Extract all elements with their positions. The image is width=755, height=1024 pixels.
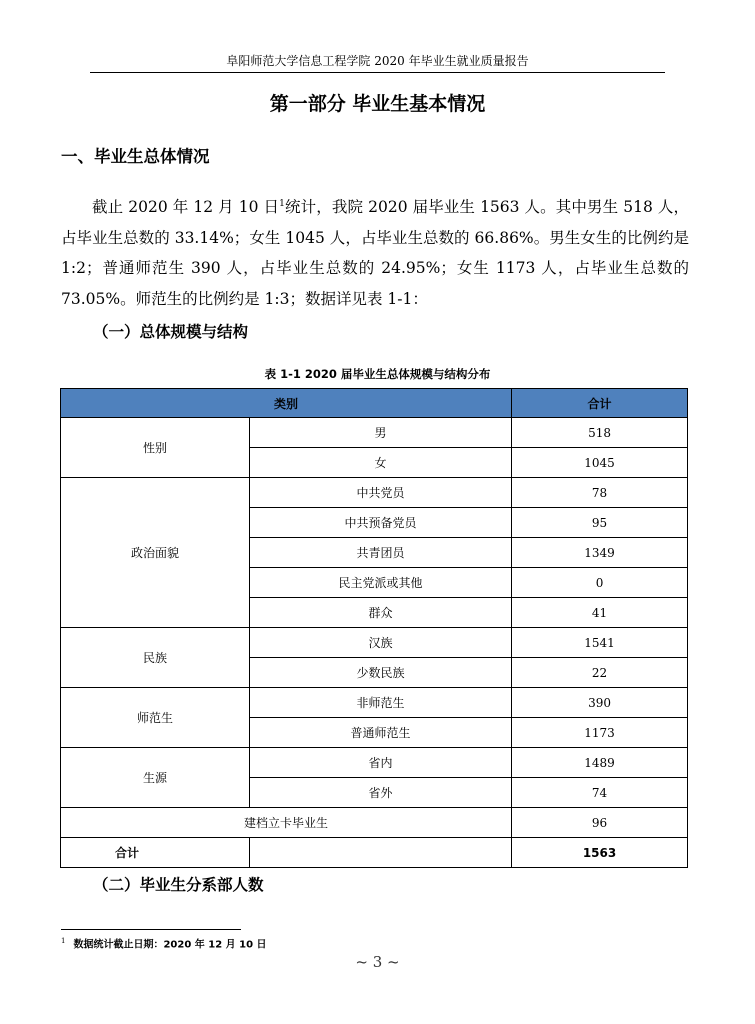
table-row	[61, 688, 688, 718]
table-row	[61, 628, 688, 658]
table-caption: 表 1-1 2020 届毕业生总体规模与结构分布	[264, 367, 491, 381]
header-rule	[90, 72, 665, 73]
subsection-title-departments: （二）毕业生分系部人数	[93, 876, 264, 894]
row-value: 390	[512, 688, 688, 718]
row-value: 1349	[512, 538, 688, 568]
row-value: 1045	[512, 448, 688, 478]
footnote-ref[interactable]: 1	[279, 198, 285, 209]
section-title: 一、毕业生总体情况	[61, 147, 210, 166]
table-row	[61, 748, 688, 778]
graduate-structure-table	[60, 388, 688, 868]
table-header-row	[61, 389, 688, 418]
page-header: 阜阳师范大学信息工程学院 2020 年毕业生就业质量报告	[226, 54, 529, 68]
row-value: 78	[512, 478, 688, 508]
group-cell: 民族	[61, 628, 250, 688]
row-value: 518	[512, 418, 688, 448]
row-label: 少数民族	[250, 658, 512, 688]
header-category: 类别	[61, 389, 512, 418]
row-label: 中共预备党员	[250, 508, 512, 538]
row-value: 95	[512, 508, 688, 538]
special-row-label: 建档立卡毕业生	[61, 808, 512, 838]
header-total: 合计	[512, 389, 688, 418]
row-label: 男	[250, 418, 512, 448]
row-label: 省内	[250, 748, 512, 778]
row-value: 22	[512, 658, 688, 688]
total-label: 合计	[61, 838, 250, 868]
row-value: 41	[512, 598, 688, 628]
row-label: 省外	[250, 778, 512, 808]
footnote	[61, 934, 267, 952]
row-value: 1173	[512, 718, 688, 748]
total-spacer	[250, 838, 512, 868]
group-cell: 性别	[61, 418, 250, 478]
row-label: 非师范生	[250, 688, 512, 718]
paragraph-rest: 统计，我院 2020 届毕业生 1563 人。其中男生 518 人，占毕业生总数的 33.14%；女生 1045 人，占毕业生总数的 66.86%。男生女生的比例约是 1:2；普通师范生 390 人，占毕业生总数的 24.95%；女生 1173 人，占毕业生总数的 73.05%。师范生的比例约是 1:3；数据详见表 1-1：	[61, 198, 689, 308]
row-label: 女	[250, 448, 512, 478]
group-cell: 师范生	[61, 688, 250, 748]
row-label: 民主党派或其他	[250, 568, 512, 598]
row-label: 汉族	[250, 628, 512, 658]
row-label: 中共党员	[250, 478, 512, 508]
table-row	[61, 418, 688, 448]
table-row-special	[61, 808, 688, 838]
row-value: 0	[512, 568, 688, 598]
table-total-row	[61, 838, 688, 868]
table-row	[61, 478, 688, 508]
part-title: 第一部分 毕业生基本情况	[269, 93, 486, 115]
body-paragraph	[61, 192, 689, 314]
page-number: ~ 3 ~	[355, 953, 400, 971]
total-value: 1563	[512, 838, 688, 868]
footnote-mark: 1	[61, 937, 66, 945]
row-value: 74	[512, 778, 688, 808]
row-label: 群众	[250, 598, 512, 628]
row-label: 普通师范生	[250, 718, 512, 748]
group-cell: 政治面貌	[61, 478, 250, 628]
footnote-rule	[61, 929, 241, 930]
row-value: 1489	[512, 748, 688, 778]
row-value: 1541	[512, 628, 688, 658]
subsection-title-overall: （一）总体规模与结构	[93, 323, 249, 341]
special-row-value: 96	[512, 808, 688, 838]
row-label: 共青团员	[250, 538, 512, 568]
footnote-text: 数据统计截止日期：2020 年 12 月 10 日	[73, 939, 267, 951]
paragraph-lead: 截止 2020 年 12 月 10 日	[92, 198, 280, 216]
group-cell: 生源	[61, 748, 250, 808]
